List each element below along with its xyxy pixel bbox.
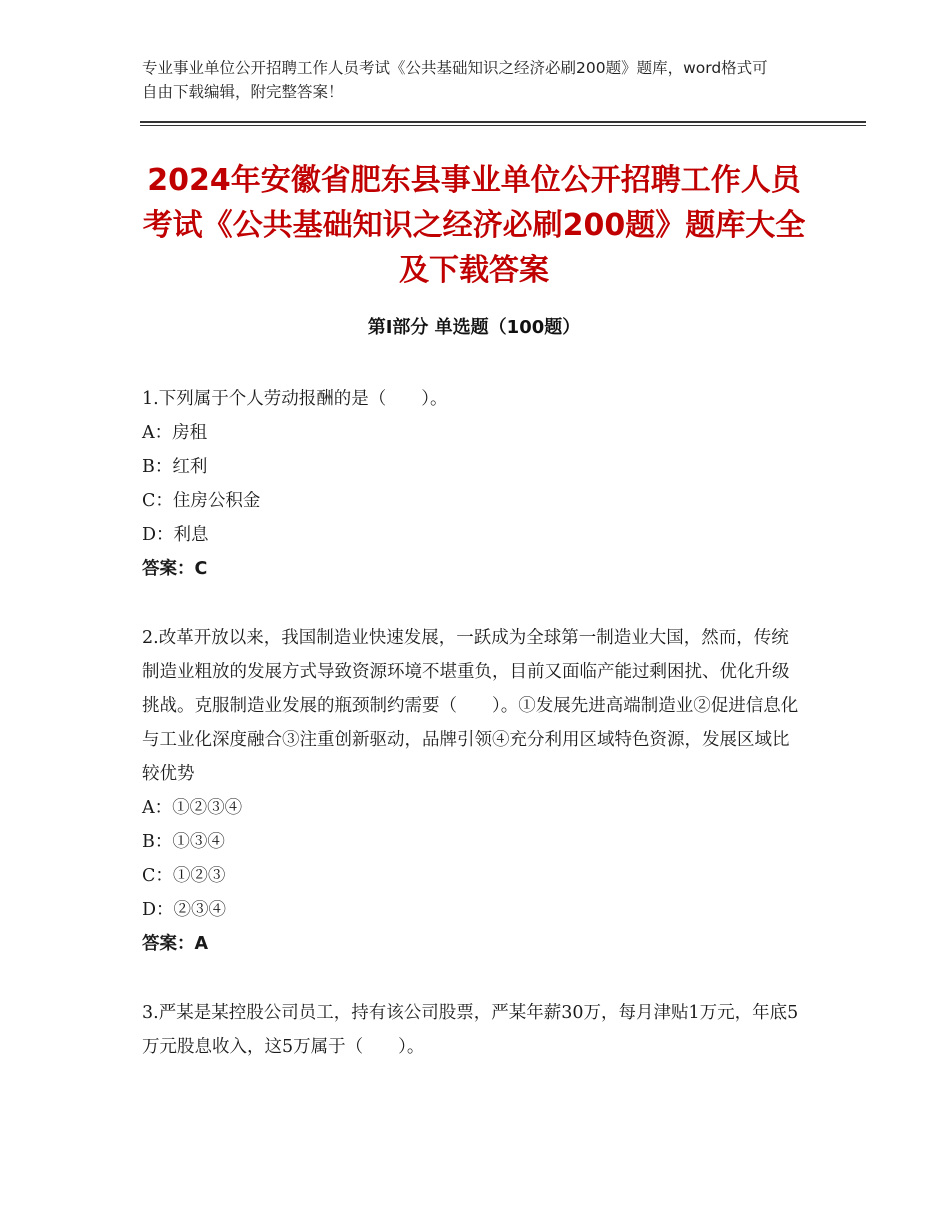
header-note: 专业事业单位公开招聘工作人员考试《公共基础知识之经济必刷200题》题库，word格式可自由下载编辑，附完整答案！ [142, 59, 768, 101]
question-3 [142, 996, 802, 1064]
option-a: A：房租 [142, 423, 208, 443]
question-2 [142, 621, 802, 961]
header-divider-thin [140, 125, 866, 126]
question-stem: 3.严某是某控股公司员工，持有该公司股票，严某年薪30万，每月津贴1万元，年底5万元股息收入，这5万属于（ ）。 [142, 1003, 799, 1057]
answer: 答案：C [142, 559, 208, 579]
option-c: C：①②③ [142, 866, 226, 886]
answer: 答案：A [142, 934, 209, 954]
question-1 [142, 382, 802, 586]
header-divider [140, 121, 866, 123]
option-a: A：①②③④ [142, 798, 243, 818]
option-c: C：住房公积金 [142, 491, 261, 511]
question-stem: 1.下列属于个人劳动报酬的是（ ）。 [142, 389, 448, 409]
option-b: B：红利 [142, 457, 208, 477]
option-b: B：①③④ [142, 832, 225, 852]
option-d: D：利息 [142, 525, 209, 545]
section-heading: 第Ⅰ部分 单选题（100题） [367, 317, 581, 338]
question-stem: 2.改革开放以来，我国制造业快速发展，一跃成为全球第一制造业大国，然而，传统制造业粗放的发展方式导致资源环境不堪重负，目前又面临产能过剩困扰、优化升级挑战。克服制造业发展的瓶颈制约需要（ ）。①发展先进高端制造业②促进信息化与工业化深度融合③注重创新驱动，品牌引领④充分利用区域特色资源，发展区域比较优势 [142, 628, 799, 784]
question-list [142, 382, 802, 1099]
document-title: 2024年安徽省肥东县事业单位公开招聘工作人员考试《公共基础知识之经济必刷200题》题库大全及下载答案 [142, 163, 806, 288]
option-d: D：②③④ [142, 900, 227, 920]
